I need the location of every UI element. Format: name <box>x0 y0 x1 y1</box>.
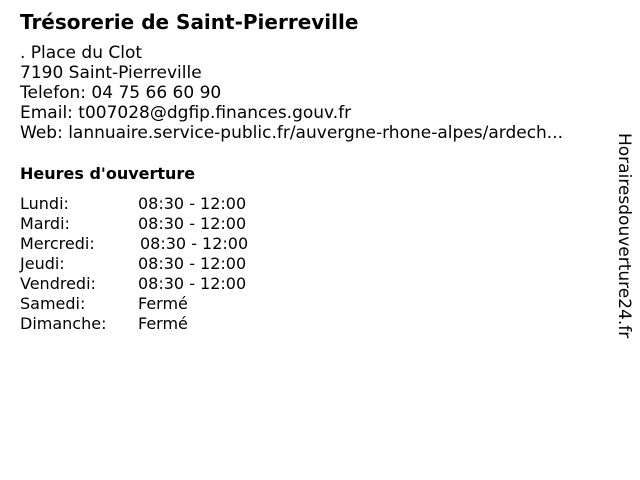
day-label: Lundi: <box>20 194 69 213</box>
page-title: Trésorerie de Saint-Pierreville <box>20 10 359 34</box>
address-street: . Place du Clot <box>20 43 143 63</box>
hours-row-wednesday <box>20 234 320 254</box>
time-value: 08:30 - 12:00 <box>140 234 249 253</box>
time-value: 08:30 - 12:00 <box>138 214 247 233</box>
day-label: Mardi: <box>20 214 70 233</box>
hours-row-thursday <box>20 254 320 274</box>
time-value: 08:30 - 12:00 <box>138 194 247 213</box>
site-brand-text: Horairesdouverture24.fr <box>614 133 634 339</box>
hours-row-tuesday <box>20 214 320 234</box>
day-label: Jeudi: <box>20 254 65 273</box>
day-label: Dimanche: <box>20 314 107 333</box>
time-value: Fermé <box>138 294 188 313</box>
time-value: Fermé <box>138 314 188 333</box>
hours-row-friday <box>20 274 320 294</box>
day-label: Mercredi: <box>20 234 95 253</box>
email-text: Email: t007028@dgfip.finances.gouv.fr <box>20 103 352 123</box>
time-value: 08:30 - 12:00 <box>138 254 247 273</box>
opening-hours-table <box>20 194 320 334</box>
address-block <box>20 43 563 143</box>
day-label: Samedi: <box>20 294 86 313</box>
opening-hours-heading: Heures d'ouverture <box>20 164 196 183</box>
website-text: Web: lannuaire.service-public.fr/auvergne-rhone-alpes/ardech... <box>20 123 564 143</box>
hours-row-monday <box>20 194 320 214</box>
hours-row-sunday <box>20 314 320 334</box>
phone-text: Telefon: 04 75 66 60 90 <box>20 83 222 103</box>
time-value: 08:30 - 12:00 <box>138 274 247 293</box>
hours-row-saturday <box>20 294 320 314</box>
address-city: 7190 Saint-Pierreville <box>20 63 202 83</box>
day-label: Vendredi: <box>20 274 96 293</box>
